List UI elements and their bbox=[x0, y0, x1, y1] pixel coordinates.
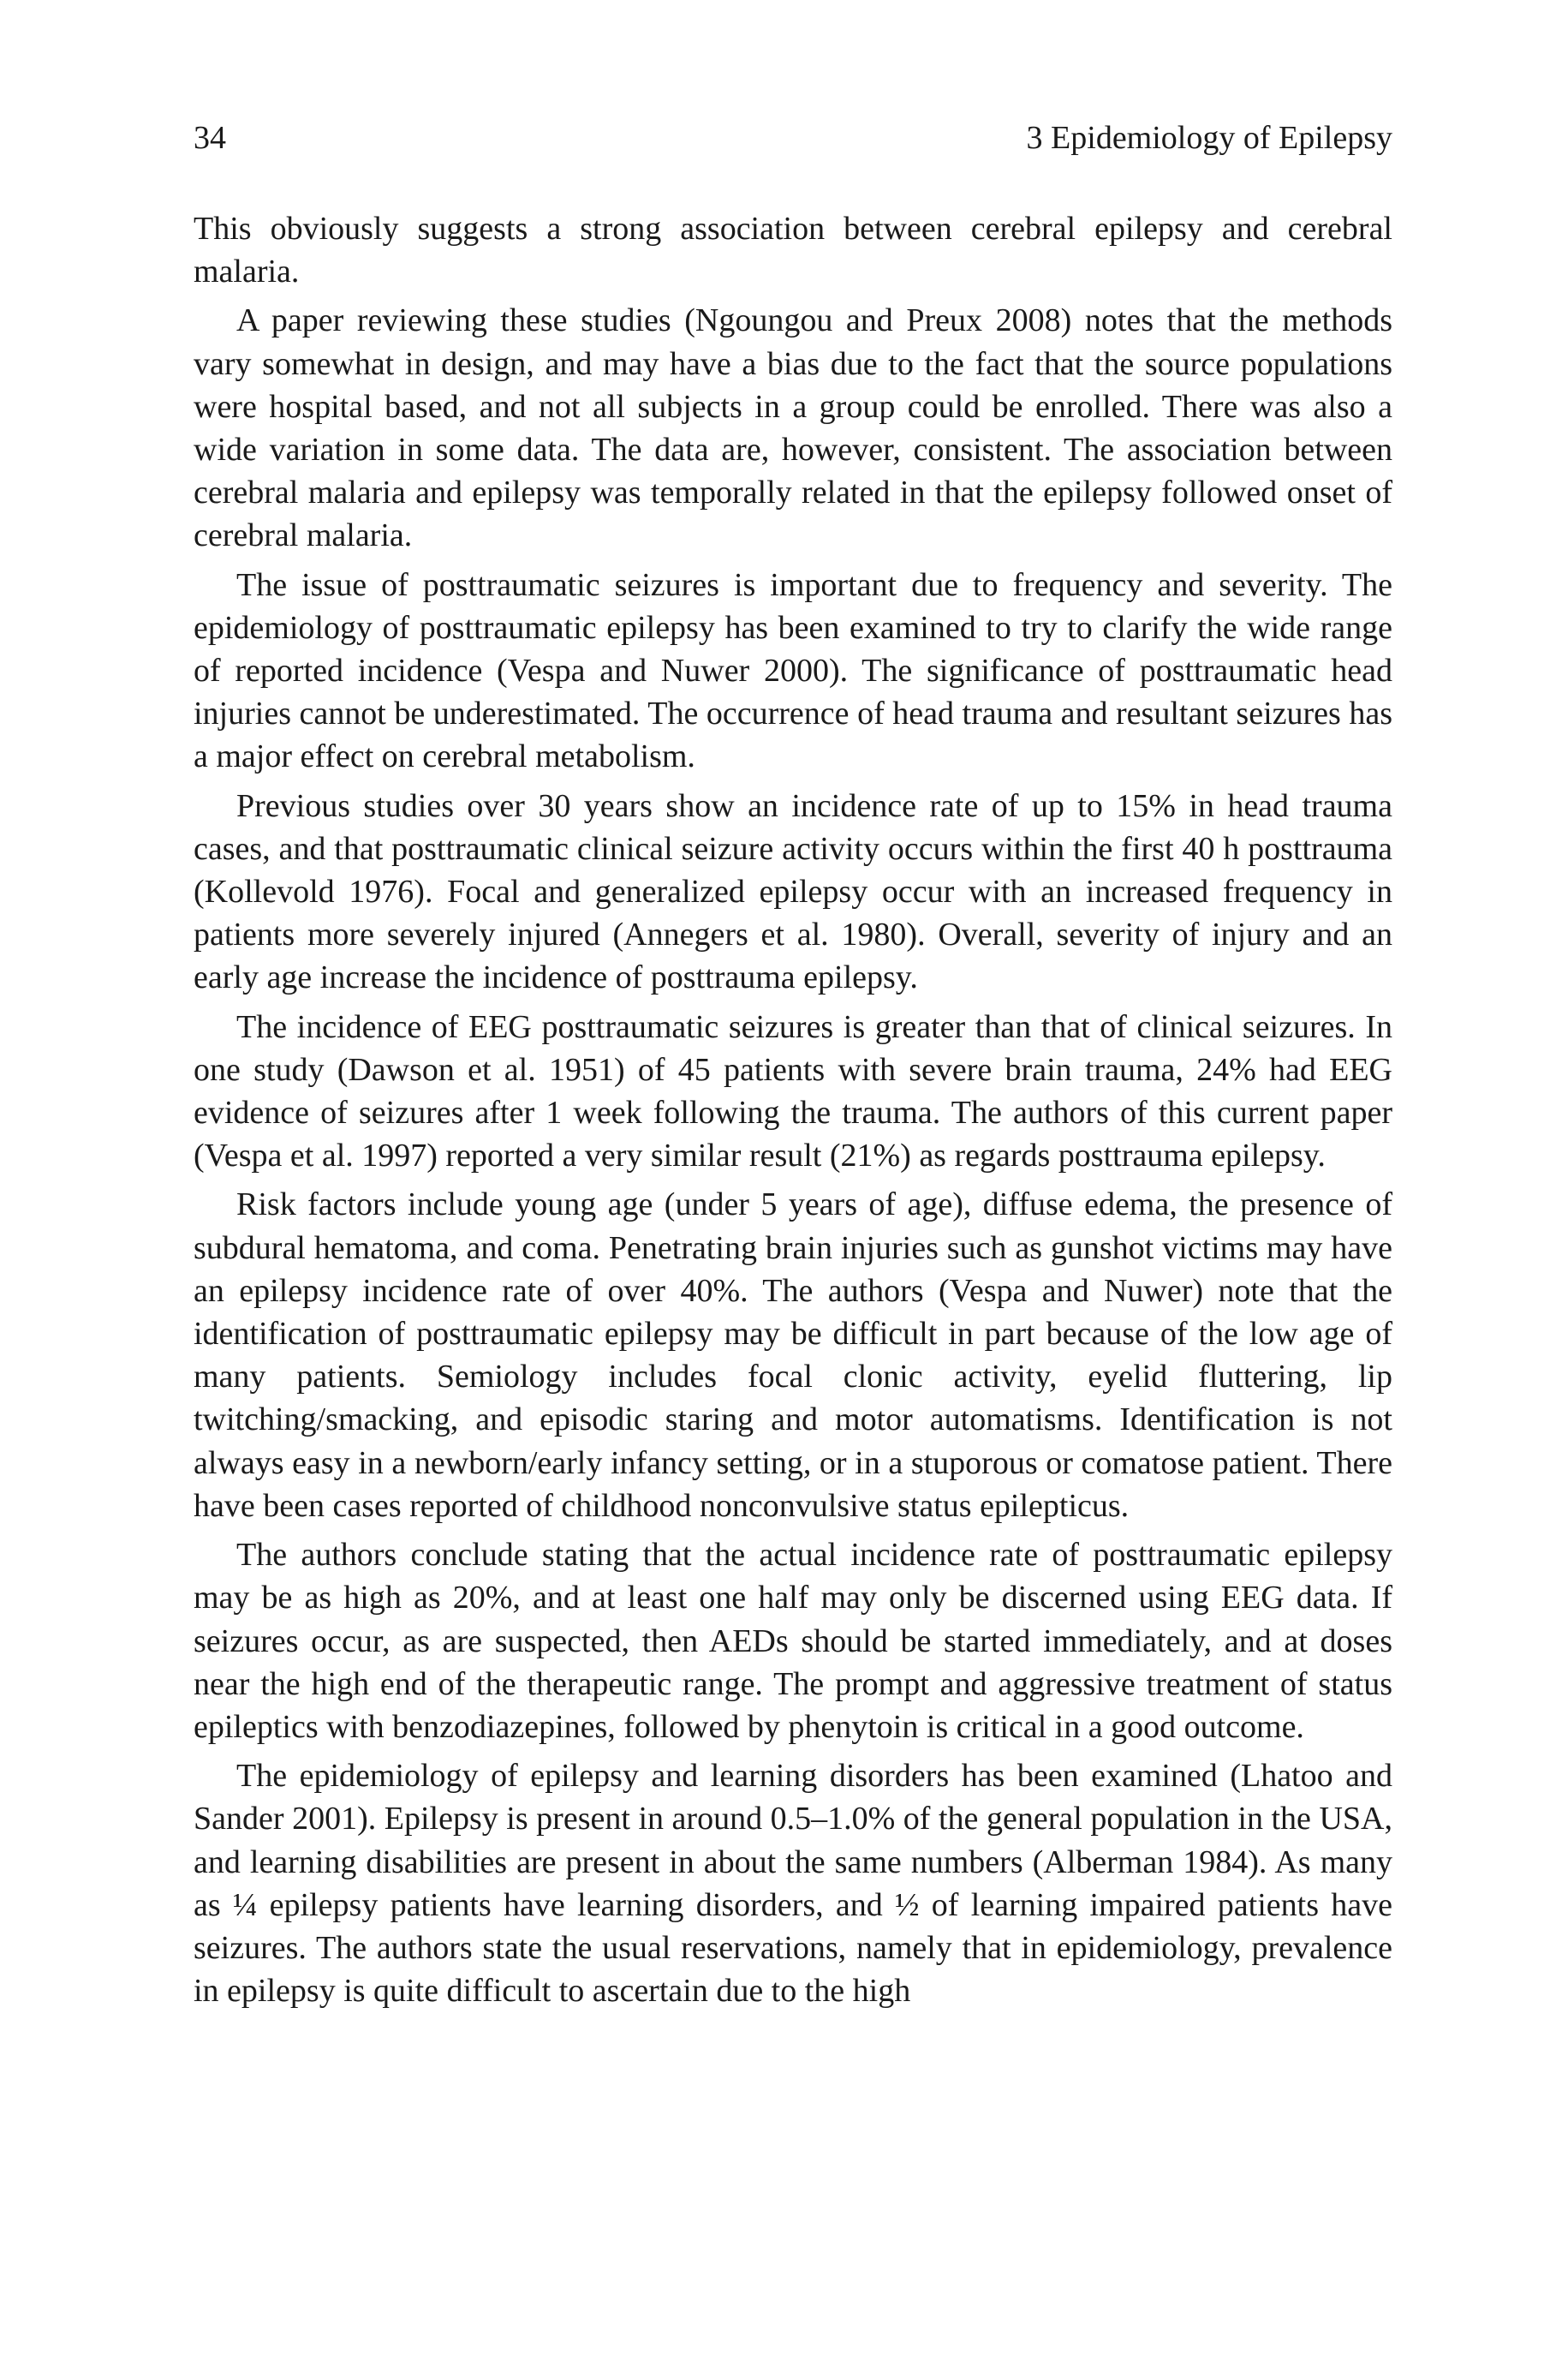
paragraph-4: Previous studies over 30 years show an incidence rate of up to 15% in head trauma cases, and that posttraumatic clinical seizure activity occurs within the first 40 h posttrauma (Kollevold 1976). Focal and generalized epilepsy occur with an increased frequency in patients more severely injured (Annegers et al. 1980). Overall, severity of injury and an early age increase the incidence of posttrauma epilepsy. bbox=[194, 787, 1392, 996]
paragraph-3: The issue of posttraumatic seizures is important due to frequency and severity. The epidemiology of posttraumatic epilepsy has been examined to try to clarify the wide range of reported incidence (Vespa and Nuwer 2000). The significance of posttraumatic head injuries cannot be underestimated. The occurrence of head trauma and resultant seizures has a major effect on cerebral metabolism. bbox=[194, 566, 1392, 775]
chapter-title: 3 Epidemiology of Epilepsy bbox=[1026, 120, 1392, 156]
book-page bbox=[194, 118, 1392, 2018]
page-number: 34 bbox=[194, 120, 226, 156]
paragraph-5: The incidence of EEG posttraumatic seizures is greater than that of clinical seizures. In one study (Dawson et al. 1951) of 45 patients with severe brain trauma, 24% had EEG evidence of seizures after 1 week following the trauma. The authors of this current paper (Vespa et al. 1997) reported a very similar result (21%) as regards posttrauma epilepsy. bbox=[194, 1008, 1392, 1174]
running-head bbox=[194, 118, 1392, 158]
paragraph-1: This obviously suggests a strong association between cerebral epilepsy and cerebral malaria. bbox=[194, 211, 1392, 290]
paragraph-8: The epidemiology of epilepsy and learning disorders has been examined (Lhatoo and Sander 2001). Epilepsy is present in around 0.5–1.0% of the general population in the USA, and learning disabilities are present in about the same numbers (Alberman 1984). As many as ¼ epilepsy patients have learning disorders, and ½ of learning impaired patients have seizures. The authors state the usual reservations, namely that in epidemiology, prevalence in epilepsy is quite difficult to ascertain due to the high bbox=[194, 1758, 1392, 2010]
paragraph-7: The authors conclude stating that the actual incidence rate of posttraumatic epilepsy may be as high as 20%, and at least one half may only be discerned using EEG data. If seizures occur, as are suspected, then AEDs should be started immediately, and at doses near the high end of the therapeutic range. The prompt and aggressive treatment of status epileptics with benzodiazepines, followed by phenytoin is critical in a good outcome. bbox=[194, 1537, 1392, 1745]
paragraph-6: Risk factors include young age (under 5 years of age), diffuse edema, the presence of subdural hematoma, and coma. Penetrating brain injuries such as gunshot victims may have an epilepsy incidence rate of over 40%. The authors (Vespa and Nuwer) note that the identification of posttraumatic epilepsy may be difficult in part because of the low age of many patients. Semiology includes focal clonic activity, eyelid fluttering, lip twitching/smacking, and episodic staring and motor automatisms. Identification is not always easy in a newborn/early infancy setting, or in a stuporous or comatose patient. There have been cases reported of childhood nonconvulsive status epilepticus. bbox=[194, 1186, 1392, 1524]
body-text bbox=[194, 207, 1392, 2012]
paragraph-2: A paper reviewing these studies (Ngoungou and Preux 2008) notes that the methods vary somewhat in design, and may have a bias due to the fact that the source populations were hospital based, and not all subjects in a group could be enrolled. There was also a wide variation in some data. The data are, however, consistent. The association between cerebral malaria and epilepsy was temporally related in that the epilepsy followed onset of cerebral malaria. bbox=[194, 302, 1392, 554]
